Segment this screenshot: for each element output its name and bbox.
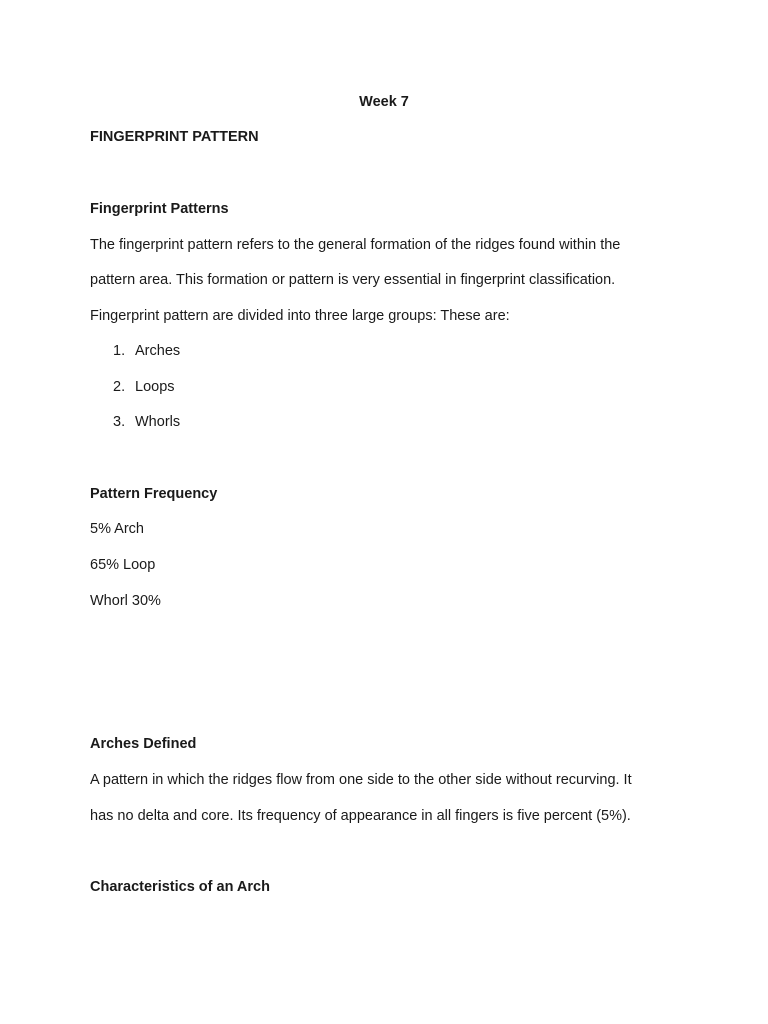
heading-characteristics-arch: Characteristics of an Arch — [90, 879, 270, 895]
paragraph-line: pattern area. This formation or pattern is very essential in fingerprint classification. — [90, 272, 616, 288]
paragraph-line: Fingerprint pattern are divided into three large groups: These are: — [90, 308, 510, 324]
list-item: Whorls — [135, 414, 181, 430]
list-number: 2. — [113, 379, 126, 395]
frequency-line: Whorl 30% — [90, 593, 161, 609]
heading-arches-defined: Arches Defined — [90, 736, 197, 752]
paragraph-line: The fingerprint pattern refers to the general formation of the ridges found within the — [90, 237, 621, 253]
list-number: 3. — [113, 414, 126, 430]
heading-pattern-frequency: Pattern Frequency — [90, 486, 218, 502]
list-number: 1. — [113, 343, 126, 359]
frequency-line: 65% Loop — [90, 557, 156, 573]
paragraph-line: A pattern in which the ridges flow from one side to the other side without recurving. It — [90, 772, 632, 788]
paragraph-line: has no delta and core. Its frequency of appearance in all fingers is five percent (5%). — [90, 808, 631, 824]
frequency-line: 5% Arch — [90, 521, 144, 537]
week-label: Week 7 — [359, 94, 409, 110]
document-title: FINGERPRINT PATTERN — [90, 129, 259, 145]
heading-fingerprint-patterns: Fingerprint Patterns — [90, 201, 229, 217]
list-item: Loops — [135, 379, 175, 395]
list-item: Arches — [135, 343, 181, 359]
